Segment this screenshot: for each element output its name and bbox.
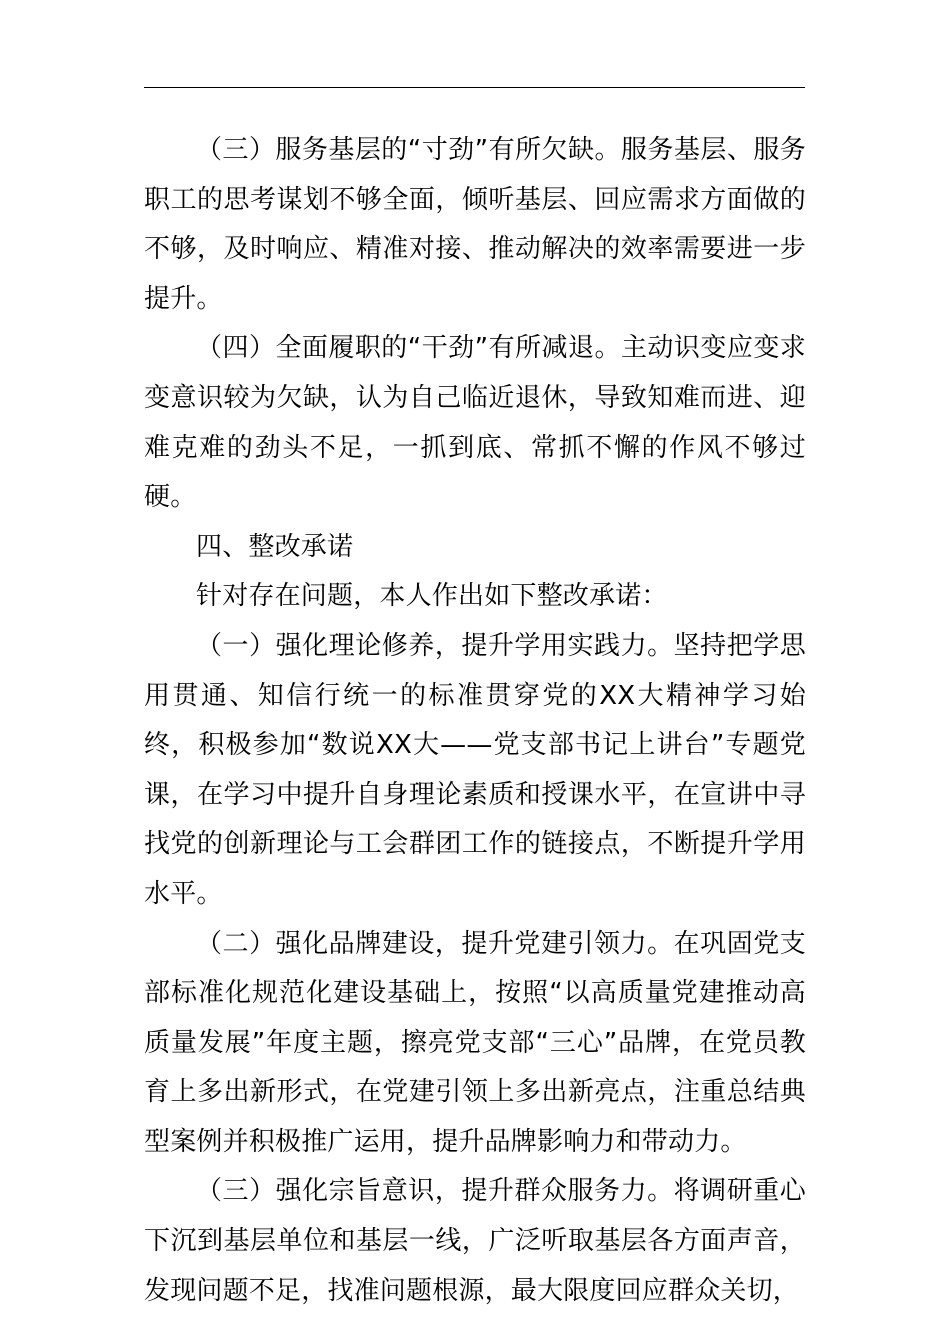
paragraph-full-duty: （四）全面履职的“干劲”有所减退。主动识变应变求变意识较为欠缺，认为自己临近退休，导致知难而进、迎难克难的劲头不足，一抓到底、常抓不懈的作风不够过硬。 [144, 333, 806, 513]
document-body [144, 126, 806, 1316]
paragraph-theory: （一）强化理论修养，提升学用实践力。坚持把学思用贯通、知信行统一的标准贯穿党的XX大精神学习始终，积极参加“数说XX大——党支部书记上讲台”专题党课，在学习中提升自身理论素质和授课水平，在宣讲中寻找党的创新理论与工会群团工作的链接点，不断提升学用水平。 [144, 630, 806, 909]
header-rule [144, 87, 805, 88]
section-heading-rectification: 四、整改承诺 [196, 531, 354, 562]
paragraph-purpose: （三）强化宗旨意识，提升群众服务力。将调研重心下沉到基层单位和基层一线，广泛听取基层各方面声音，发现问题不足，找准问题根源，最大限度回应群众关切， [144, 1176, 806, 1306]
paragraph-intro: 针对存在问题，本人作出如下整改承诺： [196, 581, 668, 612]
paragraph-brand: （二）强化品牌建设，提升党建引领力。在巩固党支部标准化规范化建设基础上，按照“以高质量党建推动高质量发展”年度主题，擦亮党支部“三心”品牌，在党员教育上多出新形式，在党建引领上多出新亮点，注重总结典型案例并积极推广运用，提升品牌影响力和带动力。 [144, 928, 806, 1157]
paragraph-service-grassroots: （三）服务基层的“寸劲”有所欠缺。服务基层、服务职工的思考谋划不够全面，倾听基层、回应需求方面做的不够，及时响应、精准对接、推动解决的效率需要进一步提升。 [144, 135, 806, 314]
